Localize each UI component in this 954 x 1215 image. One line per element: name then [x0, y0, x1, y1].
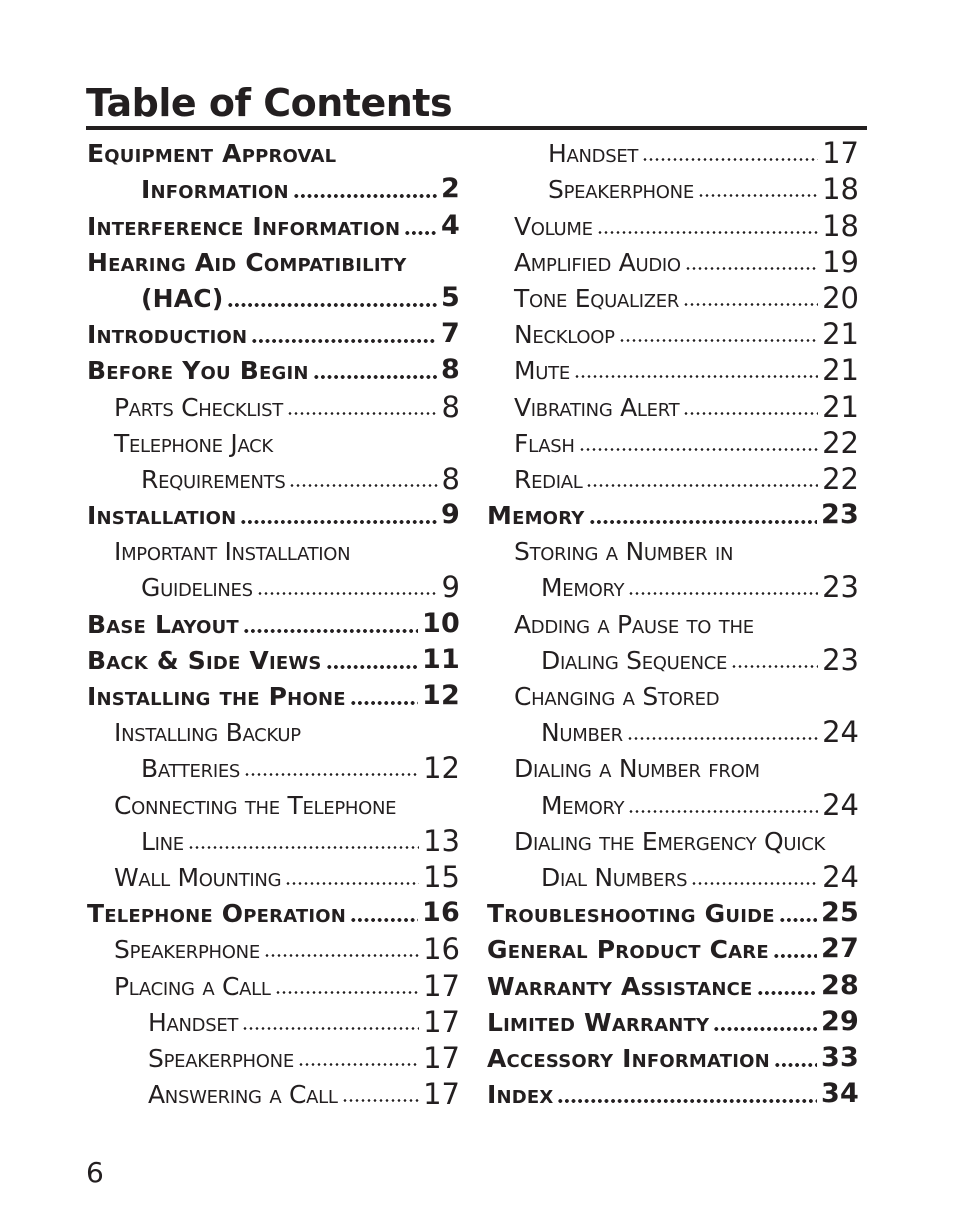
- toc-entry-requirements[interactable]: [87, 458, 460, 494]
- toc-entry-title: Dialing a Number from: [514, 754, 760, 784]
- dot-leader: [342, 1099, 419, 1102]
- toc-entry-index[interactable]: [487, 1073, 859, 1109]
- toc-entry-title: Handset: [148, 1007, 239, 1037]
- toc-entry-page: 29: [821, 1005, 859, 1037]
- dot-leader: [240, 520, 437, 524]
- toc-entry-title: Handset: [548, 139, 639, 169]
- toc-entry-title: Dial Numbers: [541, 862, 688, 892]
- toc-entry-title: Line: [141, 826, 184, 856]
- toc-entry-page: 27: [821, 933, 859, 965]
- dot-leader: [579, 448, 818, 451]
- toc-entry-title: Installing Backup: [114, 718, 301, 748]
- toc-entry-title: Connecting the Telephone: [114, 790, 397, 820]
- dot-leader: [597, 231, 818, 234]
- dot-leader: [774, 1063, 817, 1067]
- dot-leader: [243, 629, 418, 633]
- dot-leader: [287, 412, 438, 415]
- toc-entry-handset[interactable]: [87, 1001, 460, 1037]
- toc-entry-title: Telephone Jack: [114, 428, 273, 458]
- dot-leader: [242, 1027, 419, 1030]
- toc-entry-title: Speakerphone: [114, 935, 260, 965]
- toc-entry-page: 16: [422, 897, 460, 929]
- toc-entry-page: 21: [822, 353, 859, 388]
- dot-leader: [227, 303, 437, 307]
- toc-entry-page: 18: [822, 208, 859, 243]
- toc-entry-line[interactable]: [87, 820, 460, 856]
- toc-entry-base-layout[interactable]: [87, 602, 460, 638]
- toc-entry-title: Warranty Assistance: [487, 971, 753, 1001]
- toc-entry-speakerphone[interactable]: [87, 1037, 460, 1073]
- toc-entry-page: 28: [821, 969, 859, 1001]
- toc-left-column: [87, 132, 460, 1112]
- toc-entry-equipment-approval[interactable]: [87, 132, 460, 168]
- toc-entry-wall-mounting[interactable]: [87, 856, 460, 892]
- toc-entry-memory[interactable]: [487, 783, 859, 822]
- dot-leader: [713, 1027, 817, 1031]
- dot-leader: [326, 665, 418, 669]
- dot-leader: [627, 737, 818, 740]
- page-title: Table of Contents: [86, 81, 453, 125]
- toc-entry-installation[interactable]: [87, 494, 460, 530]
- dot-leader: [757, 991, 817, 995]
- toc-entry-dialing-the-emergency-quick[interactable]: [487, 820, 859, 856]
- toc-entry-interference-information[interactable]: [87, 204, 460, 240]
- toc-entry-title: Number: [541, 718, 623, 748]
- dot-leader: [642, 158, 818, 161]
- dot-leader: [350, 701, 418, 705]
- toc-entry-number[interactable]: [487, 711, 859, 750]
- toc-entry-page: 24: [822, 715, 859, 750]
- toc-entry-answering-a-call[interactable]: [87, 1073, 460, 1112]
- toc-entry-title: Troubleshooting Guide: [487, 899, 775, 929]
- dot-leader: [275, 991, 419, 994]
- toc-entry-page: 17: [423, 968, 460, 1003]
- toc-entry-before-you-begin[interactable]: [87, 349, 460, 385]
- toc-entry-guidelines[interactable]: [87, 566, 460, 605]
- toc-entry-title: Memory: [541, 790, 625, 820]
- toc-entry-page: 8: [441, 461, 460, 496]
- toc-entry-introduction[interactable]: [87, 313, 460, 349]
- toc-entry-batteries[interactable]: [87, 747, 460, 786]
- dot-leader: [619, 339, 818, 342]
- toc-entry-title: Storing a Number in: [514, 537, 734, 567]
- toc-entry-telephone-operation[interactable]: [87, 892, 460, 928]
- toc-entry-vibrating-alert[interactable]: [487, 385, 859, 424]
- toc-entry-page: 12: [422, 680, 460, 711]
- toc-entry-parts-checklist[interactable]: [87, 385, 460, 424]
- toc-entry-title: Accessory Information: [487, 1043, 770, 1073]
- toc-entry-page: 21: [822, 317, 859, 352]
- toc-entry-title: Neckloop: [514, 320, 615, 350]
- toc-entry-installing-the-phone[interactable]: [87, 675, 460, 711]
- toc-entry-title: Amplified Audio: [514, 247, 681, 277]
- toc-entry-storing-a-number-in[interactable]: [487, 530, 859, 566]
- toc-entry-speakerphone[interactable]: [87, 928, 460, 967]
- dot-leader: [264, 954, 419, 957]
- toc-entry-general-product-care[interactable]: [487, 928, 859, 964]
- toc-entry-accessory-information[interactable]: [487, 1037, 859, 1073]
- toc-entry-title: Answering a Call: [148, 1080, 338, 1110]
- toc-entry-installing-backup[interactable]: [87, 711, 460, 747]
- toc-entry-page: 8: [441, 389, 460, 424]
- toc-entry-page: 22: [822, 425, 859, 460]
- toc-entry-important-installation[interactable]: [87, 530, 460, 566]
- toc-entry-title: Limited Warranty: [487, 1007, 710, 1037]
- toc-entry-title: Requirements: [141, 464, 286, 494]
- toc-entry-page: 4: [441, 209, 460, 241]
- dot-leader: [313, 375, 437, 379]
- dot-leader: [257, 592, 438, 595]
- toc-entry-page: 17: [423, 1040, 460, 1075]
- toc-entry-page: 24: [822, 859, 859, 894]
- toc-entry-title: Placing a Call: [114, 971, 271, 1001]
- toc-entry-memory[interactable]: [487, 494, 859, 530]
- toc-entry-information[interactable]: [87, 168, 460, 204]
- toc-entry-title: Parts Checklist: [114, 392, 283, 422]
- toc-entry-page: 21: [822, 389, 859, 424]
- toc-entry-memory[interactable]: [487, 566, 859, 605]
- toc-entry-placing-a-call[interactable]: [87, 964, 460, 1003]
- dot-leader: [773, 954, 817, 958]
- toc-entry-page: 20: [822, 280, 859, 315]
- toc-entry-neckloop[interactable]: [487, 313, 859, 352]
- toc-entry-title: Hearing Aid Compatibility: [87, 247, 407, 277]
- toc-entry-page: 5: [441, 281, 460, 313]
- toc-entry-page: 17: [423, 1077, 460, 1112]
- toc-entry-page: 24: [822, 787, 859, 822]
- toc-entry-page: 23: [822, 570, 859, 605]
- toc-entry-redial[interactable]: [487, 458, 859, 494]
- toc-entry-page: 9: [441, 499, 460, 531]
- dot-leader: [683, 303, 818, 306]
- toc-entry-title: Base Layout: [87, 609, 239, 639]
- toc-entry-title: Back & Side Views: [87, 645, 322, 675]
- toc-entry-page: 16: [423, 932, 460, 967]
- dot-leader: [574, 375, 818, 378]
- toc-entry-title: Equipment Approval: [87, 139, 337, 169]
- toc-entry-changing-a-stored[interactable]: [487, 675, 859, 711]
- toc-entry-title: Telephone Operation: [87, 899, 347, 929]
- toc-entry-title: Memory: [487, 501, 585, 531]
- toc-entry-title: Redial: [514, 464, 583, 494]
- toc-entry-title: Wall Mounting: [114, 862, 282, 892]
- toc-entry-title: Index: [487, 1080, 554, 1110]
- toc-entry-title: Important Installation: [114, 537, 351, 567]
- toc-entry-mute[interactable]: [487, 349, 859, 388]
- toc-entry-dial-numbers[interactable]: [487, 856, 859, 892]
- toc-entry-title: Installation: [87, 501, 237, 531]
- toc-entry-title: Introduction: [87, 320, 248, 350]
- toc-entry-page: 19: [822, 244, 859, 279]
- dot-leader: [628, 810, 818, 813]
- toc-entry-page: 13: [423, 823, 460, 858]
- toc-entry-amplified-audio[interactable]: [487, 241, 859, 277]
- toc-entry-page: 10: [422, 607, 460, 639]
- toc-entry-page: 23: [821, 499, 859, 531]
- toc-entry-connecting-the-telephone[interactable]: [87, 783, 460, 819]
- toc-entry-title: General Product Care: [487, 935, 769, 965]
- toc-entry-hearing-aid-compatibility[interactable]: [87, 241, 460, 277]
- toc-entry-title: Information: [141, 175, 289, 205]
- toc-entry-dialing-sequence[interactable]: [487, 639, 859, 675]
- toc-entry-title: Flash: [514, 428, 575, 458]
- title-rule: [86, 126, 867, 130]
- toc-entry-hac[interactable]: [87, 277, 460, 313]
- dot-leader: [685, 267, 818, 270]
- toc-entry-title: Installing the Phone: [87, 682, 346, 711]
- toc-entry-volume[interactable]: [487, 204, 859, 243]
- toc-entry-page: 25: [821, 897, 859, 929]
- toc-entry-troubleshooting-guide[interactable]: [487, 892, 859, 928]
- toc-entry-page: 17: [423, 1004, 460, 1039]
- dot-leader: [289, 484, 437, 487]
- toc-entry-title: (HAC): [141, 283, 224, 313]
- toc-entry-title: Memory: [541, 573, 625, 603]
- dot-leader: [350, 918, 418, 922]
- page-number: 6: [86, 1156, 104, 1189]
- toc-entry-page: 8: [441, 354, 460, 386]
- toc-entry-page: 23: [822, 642, 859, 677]
- toc-entry-page: 33: [821, 1041, 859, 1073]
- toc-entry-limited-warranty[interactable]: [487, 1001, 859, 1037]
- toc-entry-title: Vibrating Alert: [514, 392, 680, 422]
- dot-leader: [244, 773, 419, 776]
- toc-entry-page: 9: [441, 570, 460, 605]
- toc-entry-title: Mute: [514, 356, 570, 386]
- dot-leader: [251, 339, 437, 343]
- toc-entry-page: 17: [822, 136, 859, 171]
- toc-entry-warranty-assistance[interactable]: [487, 964, 859, 1000]
- dot-leader: [683, 412, 818, 415]
- toc-entry-page: 7: [441, 318, 460, 350]
- toc-entry-title: Adding a Pause to the: [514, 609, 754, 639]
- toc-entry-speakerphone[interactable]: [487, 168, 859, 207]
- toc-entry-title: Speakerphone: [548, 175, 694, 205]
- dot-leader: [628, 592, 818, 595]
- dot-leader: [285, 882, 419, 885]
- dot-leader: [557, 1099, 817, 1103]
- dot-leader: [731, 665, 818, 668]
- dot-leader: [779, 918, 817, 922]
- toc-entry-title: Tone Equalizer: [514, 283, 680, 313]
- toc-entry-back-and-side-views[interactable]: [87, 639, 460, 675]
- dot-leader: [404, 231, 437, 235]
- dot-leader: [698, 194, 818, 197]
- dot-leader: [589, 520, 818, 524]
- toc-entry-title: Interference Information: [87, 211, 401, 241]
- toc-entry-page: 2: [441, 173, 460, 205]
- toc-entry-handset[interactable]: [487, 132, 859, 171]
- toc-entry-adding-a-pause-to-the[interactable]: [487, 602, 859, 638]
- dot-leader: [188, 846, 419, 849]
- toc-entry-title: Dialing the Emergency Quick: [514, 826, 826, 856]
- toc-entry-title: Before You Begin: [87, 356, 309, 386]
- toc-entry-title: Guidelines: [141, 573, 253, 603]
- dot-leader: [298, 1063, 419, 1066]
- toc-entry-title: Dialing Sequence: [541, 645, 728, 675]
- toc-entry-dialing-a-number-from[interactable]: [487, 747, 859, 783]
- toc-right-column: [487, 132, 859, 1109]
- dot-leader: [293, 194, 437, 198]
- toc-entry-title: Batteries: [141, 754, 241, 784]
- toc-entry-page: 34: [821, 1078, 859, 1110]
- toc-entry-page: 22: [822, 461, 859, 496]
- toc-entry-telephone-jack[interactable]: [87, 422, 460, 458]
- toc-entry-tone-equalizer[interactable]: [487, 277, 859, 313]
- toc-entry-title: Changing a Stored: [514, 682, 720, 711]
- toc-entry-page: 12: [423, 751, 460, 786]
- toc-entry-flash[interactable]: [487, 422, 859, 458]
- dot-leader: [586, 484, 818, 487]
- toc-entry-page: 11: [422, 643, 460, 675]
- toc-entry-title: Speakerphone: [148, 1043, 294, 1073]
- toc-entry-page: 15: [423, 859, 460, 894]
- toc-entry-title: Volume: [514, 211, 593, 241]
- dot-leader: [691, 882, 818, 885]
- toc-entry-page: 18: [822, 172, 859, 207]
